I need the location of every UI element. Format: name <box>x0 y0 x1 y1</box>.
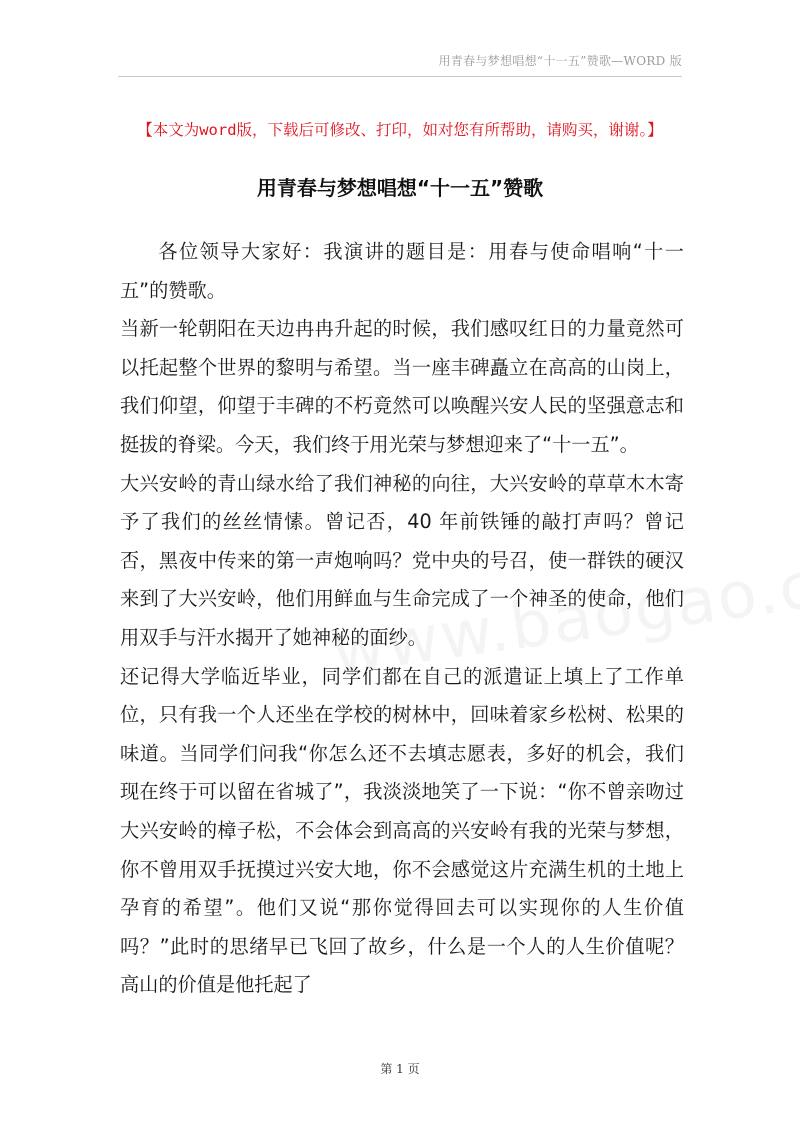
download-notice: 【本文为word版，下载后可修改、打印，如对您有所帮助，请购买，谢谢。】 <box>137 121 663 139</box>
page-number: 第 1 页 <box>380 1062 420 1076</box>
document-body <box>120 233 684 1005</box>
paragraph-greeting: 各位领导大家好：我演讲的题目是：用春与使命唱响“十一五”的赞歌。 <box>120 240 684 302</box>
paragraph: 大兴安岭的青山绿水给了我们神秘的向往，大兴安岭的草草木木寄予了我们的丝丝情愫。曾记否，40 年前铁锤的敲打声吗？曾记否，黑夜中传来的第一声炮响吗？党中央的号召，使一群铁的硬汉来到了大兴安岭，他们用鲜血与生命完成了一个神圣的使命，他们用双手与汗水揭开了她神秘的面纱。 <box>120 471 684 649</box>
paragraph: 当新一轮朝阳在天边冉冉升起的时候，我们感叹红日的力量竟然可以托起整个世界的黎明与希望。当一座丰碑矗立在高高的山岗上，我们仰望，仰望于丰碑的不朽竟然可以唤醒兴安人民的坚强意志和挺拔的脊梁。今天，我们终于用光荣与梦想迎来了“十一五”。 <box>120 317 684 456</box>
document-title: 用青春与梦想唱想“十一五”赞歌 <box>256 176 544 200</box>
paragraph: 还记得大学临近毕业，同学们都在自己的派遣证上填上了工作单位，只有我一个人还坐在学校的树林中，回味着家乡松树、松果的味道。当同学们问我“你怎么还不去填志愿表，多好的机会，我们现在终于可以留在省城了”，我淡淡地笑了一下说：“你不曾亲吻过大兴安岭的樟子松，不会体会到高高的兴安岭有我的光荣与梦想，你不曾用双手抚摸过兴安大地，你不会感觉这片充满生机的土地上孕育的希望”。他们又说“那你觉得回去可以实现你的人生价值吗？”此时的思绪早已飞回了故乡，什么是一个人的人生价值呢？高山的价值是他托起了 <box>120 664 684 997</box>
running-header: 用青春与梦想唱想“十一五”赞歌—WORD 版 <box>438 54 682 68</box>
header-divider <box>118 76 682 77</box>
